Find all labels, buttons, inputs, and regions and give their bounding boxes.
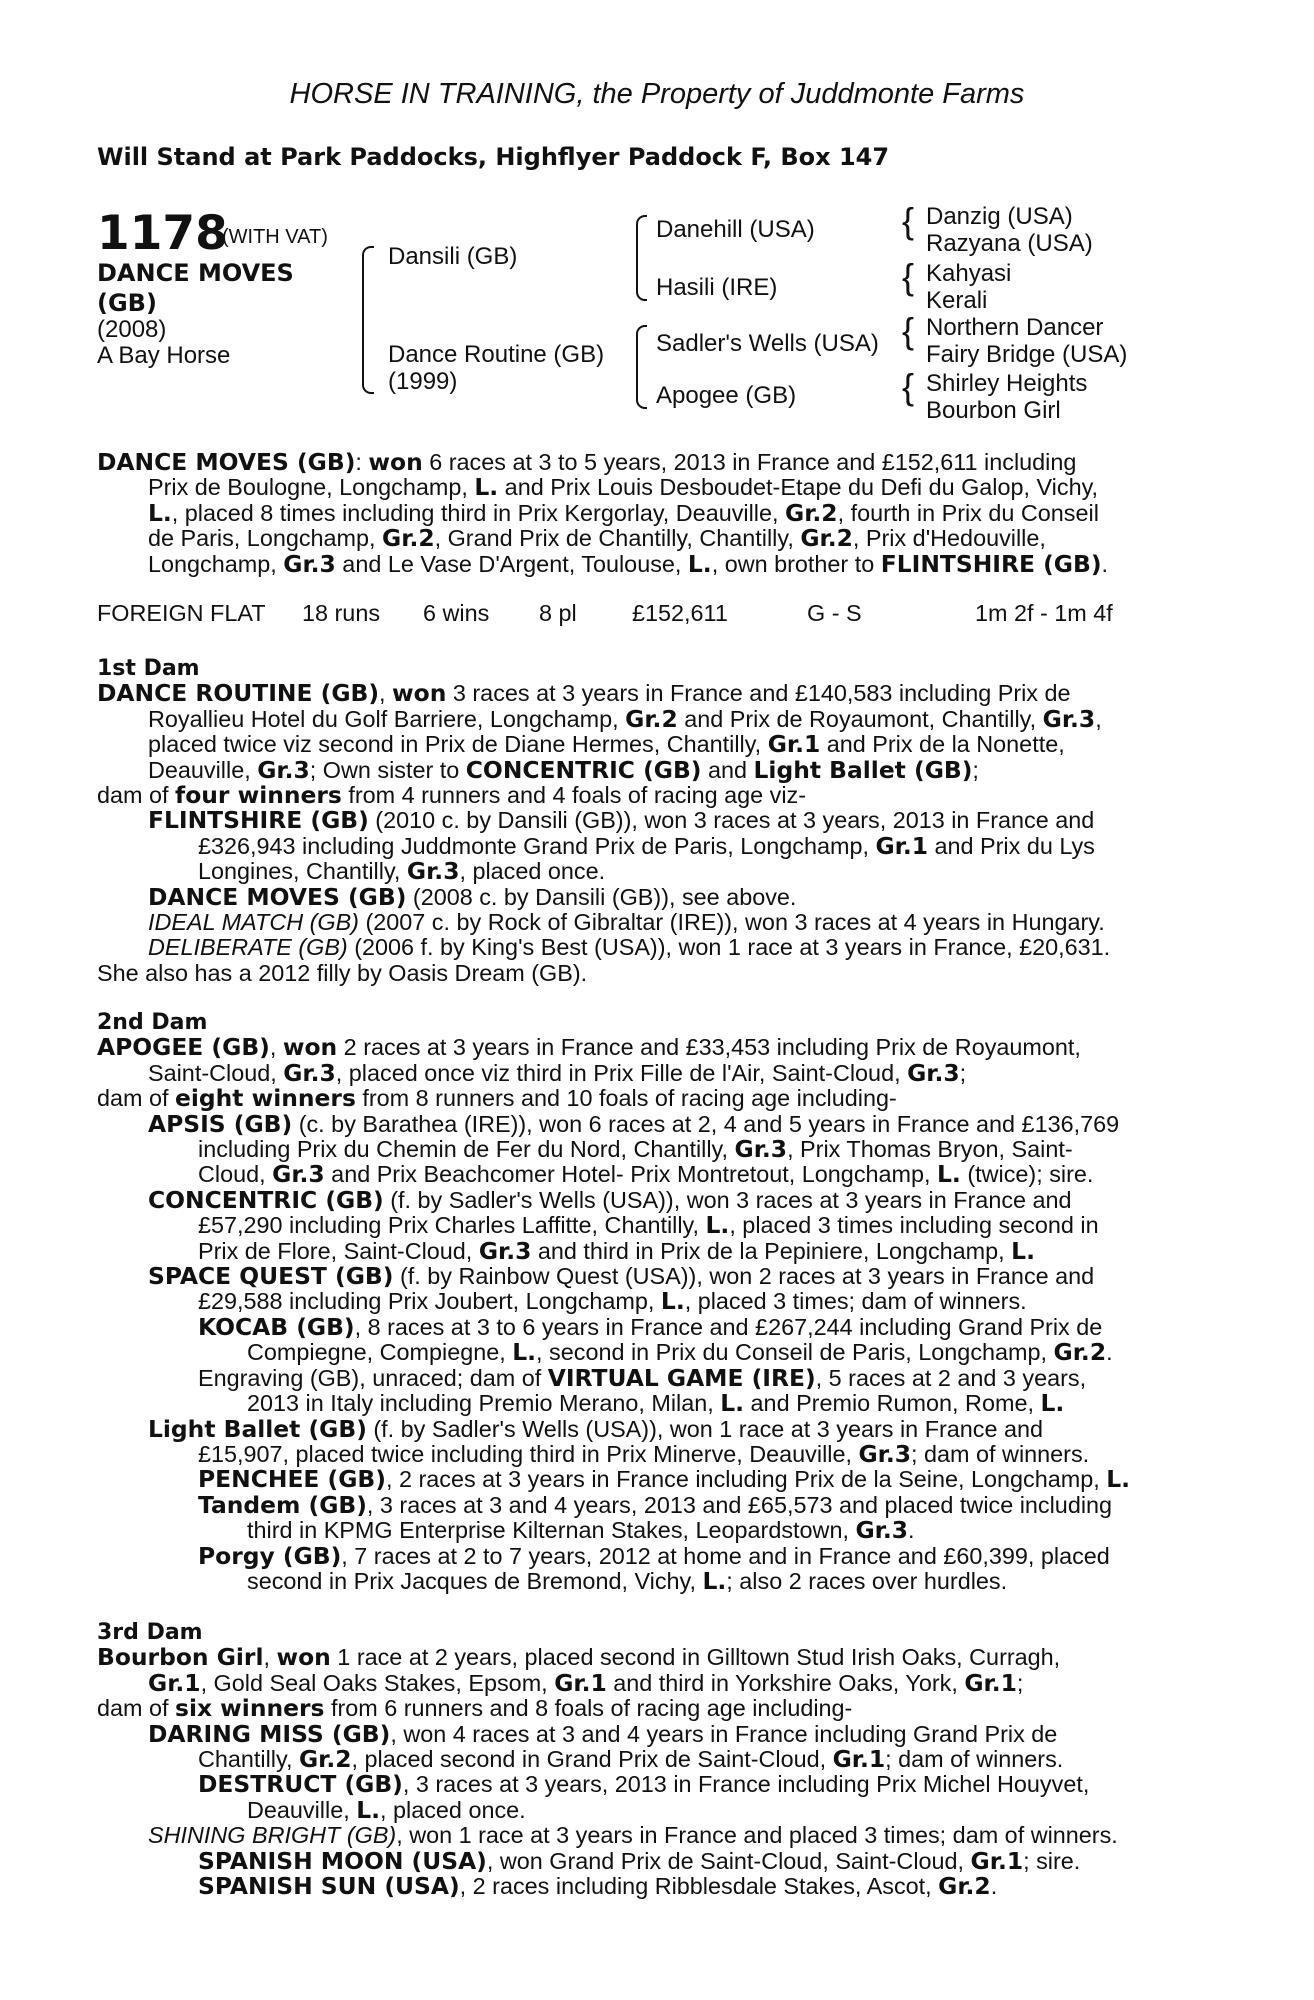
dam-line: placed twice viz second in Prix de Diane Hermes, Chantilly, Gr.1 and Prix de la Nonette,: [148, 730, 1065, 759]
produce-line: SHINING BRIGHT (GB), won 1 race at 3 years in France and placed 3 times; dam of winners.: [148, 1822, 1118, 1849]
record-label: FOREIGN FLAT: [97, 600, 266, 626]
produce-line: Tandem (GB), 3 races at 3 and 4 years, 2013 and £65,573 and placed twice including: [198, 1490, 1113, 1519]
produce-line: Compiegne, Compiegne, L., second in Prix du Conseil de Paris, Longchamp, Gr.2.: [247, 1338, 1113, 1367]
summary-horse-name: DANCE MOVES (GB): [97, 448, 356, 476]
first-dam-section: [97, 656, 1205, 986]
produce-line: APSIS (GB) (c. by Barathea (IRE)), won 6 races at 2, 4 and 5 years in France and £136,769: [148, 1109, 1120, 1138]
produce-line: 2013 in Italy including Premio Merano, Milan, L. and Premio Rumon, Rome, L.: [247, 1389, 1065, 1418]
produce-line: SPACE QUEST (GB) (f. by Rainbow Quest (USA)), won 2 races at 3 years in France and: [148, 1262, 1095, 1291]
horse-name-line1: DANCE MOVES: [97, 259, 294, 287]
pedigree-dam-sire: Sadler's Wells (USA): [656, 330, 879, 357]
produce-line: KOCAB (GB), 8 races at 3 to 6 years in France and £267,244 including Grand Prix de: [198, 1312, 1103, 1341]
record-going: G - S: [807, 600, 862, 626]
pedigree-brace: {: [902, 256, 915, 297]
summary-line: Prix de Boulogne, Longchamp, L. and Prix Louis Desboudet-Etape du Defi du Galop, Vichy,: [148, 473, 1099, 502]
horse-name: [97, 258, 294, 318]
pedigree-g3-1: Danzig (USA): [926, 203, 1073, 230]
record-distance: 1m 2f - 1m 4f: [975, 600, 1113, 626]
third-dam-section: [97, 1620, 1205, 1899]
produce-line: Light Ballet (GB) (f. by Sadler's Wells (USA)), won 1 race at 3 years in France and: [148, 1414, 1044, 1443]
catalogue-heading: HORSE IN TRAINING, the Property of Juddmonte Farms: [289, 78, 1025, 110]
dam-line: Royallieu Hotel du Golf Barriere, Longchamp, Gr.2 and Prix de Royaumont, Chantilly, Gr.3,: [148, 704, 1102, 733]
produce-line: DARING MISS (GB), won 4 races at 3 and 4 years in France including Grand Prix de: [148, 1719, 1058, 1748]
pedigree-sire: Dansili (GB): [388, 243, 518, 270]
produce-line: CONCENTRIC (GB) (f. by Sadler's Wells (USA)), won 3 races at 3 years in France and: [148, 1185, 1072, 1214]
produce-line: SPANISH SUN (USA), 2 races including Ribblesdale Stakes, Ascot, Gr.2.: [198, 1872, 998, 1901]
produce-note: She also has a 2012 filly by Oasis Dream (GB).: [97, 959, 588, 986]
dam-line: APOGEE (GB), won 2 races at 3 years in France and £33,453 including Prix de Royaumont,: [97, 1033, 1081, 1062]
produce-line: including Prix du Chemin de Fer du Nord, Chantilly, Gr.3, Prix Thomas Bryon, Saint-: [198, 1135, 1073, 1164]
dam-line: dam of six winners from 6 runners and 8 foals of racing age including-: [97, 1694, 853, 1723]
pedigree-brace: {: [902, 366, 915, 407]
dam-line: Bourbon Girl, won 1 race at 2 years, placed second in Gilltown Stud Irish Oaks, Curragh,: [97, 1643, 1061, 1672]
dam-line: dam of four winners from 4 runners and 4 foals of racing age viz-: [97, 781, 807, 810]
foreign-flat-record: [97, 600, 1197, 628]
pedigree-g3-5: Northern Dancer: [926, 314, 1104, 341]
record-runs: 18 runs: [302, 600, 381, 626]
produce-line: third in KPMG Enterprise Kilternan Stakes, Leopardstown, Gr.3.: [247, 1516, 915, 1545]
produce-line: Prix de Flore, Saint-Cloud, Gr.3 and third in Prix de la Pepiniere, Longchamp, L.: [198, 1236, 1035, 1265]
produce-line: Chantilly, Gr.2, placed second in Grand Prix de Saint-Cloud, Gr.1; dam of winners.: [198, 1745, 1064, 1774]
pedigree-brace: {: [902, 200, 915, 241]
produce-line: DESTRUCT (GB), 3 races at 3 years, 2013 in France including Prix Michel Houyvet,: [198, 1770, 1090, 1799]
pedigree-g3-2: Razyana (USA): [926, 230, 1093, 257]
record-wins: 6 wins: [423, 600, 490, 626]
produce-line: DANCE MOVES (GB) (2008 c. by Dansili (GB)), see above.: [148, 882, 797, 911]
dam-line: Gr.1, Gold Seal Oaks Stakes, Epsom, Gr.1 and third in Yorkshire Oaks, York, Gr.1;: [148, 1668, 1024, 1697]
produce-line: £326,943 including Juddmonte Grand Prix de Paris, Longchamp, Gr.1 and Prix du Lys: [198, 831, 1095, 860]
produce-line: Porgy (GB), 7 races at 2 to 7 years, 2012 at home and in France and £60,399, placed: [198, 1541, 1110, 1570]
summary-line: DANCE MOVES (GB): won 6 races at 3 to 5 years, 2013 in France and £152,611 including: [97, 448, 1077, 476]
dam-line: DANCE ROUTINE (GB), won 3 races at 3 years in France and £140,583 including Prix de: [97, 679, 1071, 708]
produce-line: Cloud, Gr.3 and Prix Beachcomer Hotel- Prix Montretout, Longchamp, L. (twice); sire.: [198, 1160, 1094, 1189]
produce-line: second in Prix Jacques de Bremond, Vichy, L.; also 2 races over hurdles.: [247, 1566, 1008, 1595]
dam-line: dam of eight winners from 8 runners and 10 foals of racing age including-: [97, 1084, 897, 1113]
record-prize-money: £152,611: [632, 600, 728, 626]
produce-line: SPANISH MOON (USA), won Grand Prix de Saint-Cloud, Saint-Cloud, Gr.1; sire.: [198, 1846, 1081, 1875]
pedigree-g3-4: Kerali: [926, 287, 988, 314]
pedigree-dam: Dance Routine (GB): [388, 341, 605, 368]
pedigree-brace: {: [902, 310, 915, 351]
produce-line: PENCHEE (GB), 2 races at 3 years in France including Prix de la Seine, Longchamp, L.: [198, 1465, 1131, 1494]
pedigree-g3-3: Kahyasi: [926, 260, 1012, 287]
produce-line: Engraving (GB), unraced; dam of VIRTUAL GAME (IRE), 5 races at 2 and 3 years,: [198, 1363, 1087, 1392]
pedigree-sire-dam: Hasili (IRE): [656, 274, 778, 301]
pedigree-g3-7: Shirley Heights: [926, 370, 1088, 397]
produce-line: Deauville, L., placed once.: [247, 1795, 526, 1824]
pedigree-g3-6: Fairy Bridge (USA): [926, 341, 1128, 368]
second-dam-section: [97, 1010, 1205, 1594]
stand-location: Will Stand at Park Paddocks, Highflyer Paddock F, Box 147: [97, 143, 890, 171]
section-heading: 2nd Dam: [97, 1010, 208, 1035]
foaling-year: (2008): [97, 316, 167, 343]
summary-line: de Paris, Longchamp, Gr.2, Grand Prix de Chantilly, Chantilly, Gr.2, Prix d'Hedouville,: [148, 524, 1046, 553]
produce-line: IDEAL MATCH (GB) (2007 c. by Rock of Gibraltar (IRE)), won 3 races at 4 years in Hungary.: [148, 909, 1105, 936]
produce-line: Longines, Chantilly, Gr.3, placed once.: [198, 857, 606, 886]
record-placed: 8 pl: [539, 600, 577, 626]
dam-line: Saint-Cloud, Gr.3, placed once viz third in Prix Fille de l'Air, Saint-Cloud, Gr.3;: [148, 1058, 967, 1087]
section-heading: 3rd Dam: [97, 1620, 203, 1645]
dam-line: Deauville, Gr.3; Own sister to CONCENTRIC (GB) and Light Ballet (GB);: [148, 755, 979, 784]
produce-line: DELIBERATE (GB) (2006 f. by King's Best (USA)), won 1 race at 3 years in France, £20,631.: [148, 934, 1111, 961]
horse-name-line2: (GB): [97, 289, 157, 317]
pedigree-sire-sire: Danehill (USA): [656, 216, 815, 243]
vat-note: (WITH VAT): [222, 226, 328, 248]
lot-number: 1178: [97, 206, 228, 261]
summary-line: Longchamp, Gr.3 and Le Vase D'Argent, Toulouse, L., own brother to FLINTSHIRE (GB).: [148, 549, 1109, 578]
produce-line: £15,907, placed twice including third in Prix Minerve, Deauville, Gr.3; dam of winners.: [198, 1439, 1090, 1468]
pedigree-g3-8: Bourbon Girl: [926, 397, 1061, 424]
race-summary: [97, 450, 1205, 577]
produce-line: £57,290 including Prix Charles Laffitte, Chantilly, L., placed 3 times including second in: [198, 1211, 1099, 1240]
section-heading: 1st Dam: [97, 656, 200, 681]
produce-line: £29,588 including Prix Joubert, Longchamp, L., placed 3 times; dam of winners.: [198, 1287, 1027, 1316]
horse-description: A Bay Horse: [97, 342, 231, 369]
produce-line: FLINTSHIRE (GB) (2010 c. by Dansili (GB)), won 3 races at 3 years, 2013 in France and: [148, 806, 1095, 835]
summary-line: L., placed 8 times including third in Prix Kergorlay, Deauville, Gr.2, fourth in Prix du Conseil: [148, 498, 1099, 527]
pedigree-dam-year: (1999): [388, 368, 458, 395]
pedigree-dam-dam: Apogee (GB): [656, 382, 797, 409]
